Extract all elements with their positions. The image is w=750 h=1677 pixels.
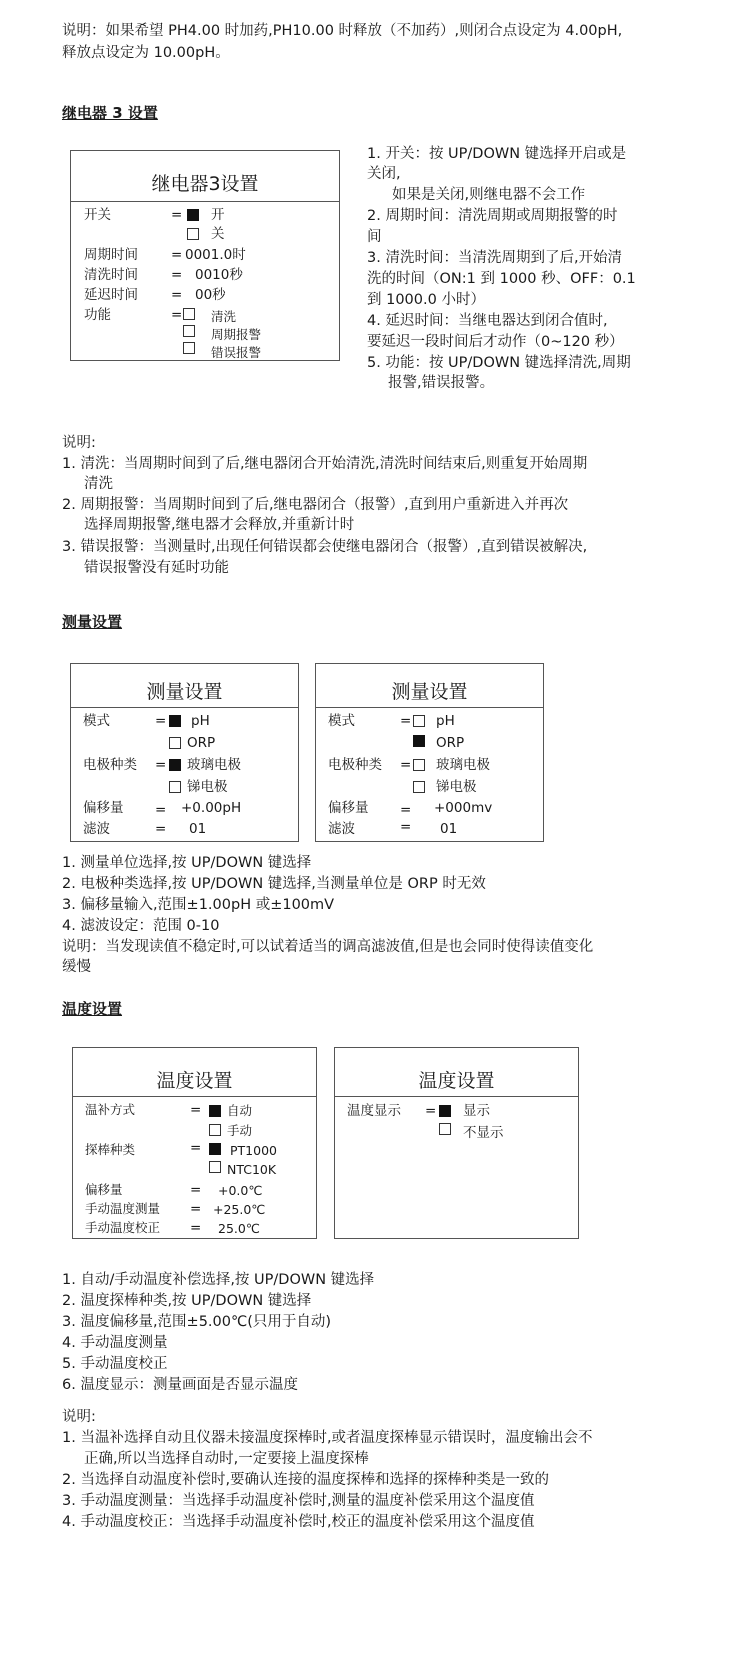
comp-manual-label: 手动 — [227, 1123, 253, 1138]
intro-line-2: 释放点设定为 10.00pH。 — [62, 45, 230, 61]
relay3-panel-title: 继电器3设置 — [151, 173, 259, 195]
offset-label: 偏移量 — [83, 800, 124, 816]
temp-heading: 温度设置 — [62, 1000, 123, 1018]
mode-label: 模式 — [328, 713, 355, 729]
panel-divider — [71, 707, 298, 708]
relay3-heading: 继电器 3 设置 — [62, 104, 158, 122]
panel-divider — [71, 201, 339, 202]
mode-ph-label: pH — [436, 713, 455, 729]
electrode-sb-checkbox[interactable] — [169, 781, 181, 793]
probe-eq: = — [190, 1140, 202, 1156]
filter-value[interactable]: 01 — [189, 821, 207, 837]
probe-label: 探棒种类 — [85, 1142, 136, 1157]
probe-pt-checkbox[interactable] — [209, 1143, 221, 1155]
relay3-explain-6: 错误报警没有延时功能 — [84, 560, 229, 576]
filter-label: 滤波 — [83, 821, 110, 837]
display-off-label: 不显示 — [463, 1125, 504, 1141]
relay3-explain-5: 3. 错误报警：当测量时,出现任何错误都会使继电器闭合（报警）,直到错误被解决, — [62, 539, 588, 555]
switch-on-label: 开 — [211, 207, 225, 223]
mode-orp-label: ORP — [436, 735, 465, 751]
measure-heading: 测量设置 — [62, 613, 123, 631]
relay3-explain-1: 1. 清洗：当周期时间到了后,继电器闭合开始清洗,清洗时间结束后,则重复开始周期 — [62, 456, 588, 472]
relay3-note-11: 5. 功能：按 UP/DOWN 键选择清洗,周期 — [367, 355, 631, 371]
relay3-panel — [70, 150, 340, 361]
relay3-note-6: 3. 清洗时间：当清洗周期到了后,开始清 — [367, 250, 623, 266]
display-off-checkbox[interactable] — [439, 1123, 451, 1135]
relay3-note-1: 1. 开关：按 UP/DOWN 键选择开启或是 — [367, 146, 627, 162]
filter-eq: = — [155, 821, 167, 837]
period-eq: = — [171, 247, 183, 263]
func-wash-checkbox[interactable] — [183, 308, 195, 320]
relay3-explain-title: 说明: — [62, 435, 96, 451]
switch-off-label: 关 — [211, 226, 225, 242]
temp-offset-label: 偏移量 — [85, 1182, 123, 1197]
offset-label: 偏移量 — [328, 800, 369, 816]
measure-panel-orp — [315, 663, 544, 842]
electrode-sb-label: 锑电极 — [187, 779, 228, 795]
temp-note-6: 6. 温度显示：测量画面是否显示温度 — [62, 1377, 298, 1393]
comp-manual-checkbox[interactable] — [209, 1124, 221, 1136]
func-eq: = — [171, 307, 183, 323]
temp-offset-value[interactable]: +0.0℃ — [218, 1183, 263, 1198]
filter-label: 滤波 — [328, 821, 355, 837]
comp-eq: = — [190, 1102, 202, 1118]
switch-off-checkbox[interactable] — [187, 228, 199, 240]
offset-value[interactable]: +000mv — [434, 800, 493, 816]
wash-eq: = — [171, 267, 183, 283]
period-label: 周期时间 — [84, 247, 138, 263]
mode-ph-checkbox[interactable] — [413, 715, 425, 727]
switch-on-checkbox[interactable] — [187, 209, 199, 221]
display-eq: = — [425, 1103, 437, 1119]
manual-meas-value[interactable]: +25.0℃ — [213, 1202, 266, 1217]
offset-eq: = — [155, 802, 167, 818]
switch-eq: = — [171, 207, 183, 223]
manual-cal-label: 手动温度校正 — [85, 1220, 161, 1235]
temp-panel-comp — [72, 1047, 317, 1239]
mode-label: 模式 — [83, 713, 110, 729]
comp-auto-checkbox[interactable] — [209, 1105, 221, 1117]
panel-divider — [73, 1096, 316, 1097]
display-label: 温度显示 — [347, 1103, 401, 1119]
measure-note-3: 3. 偏移量输入,范围±1.00pH 或±100mV — [62, 897, 335, 913]
mode-orp-label: ORP — [187, 735, 216, 751]
probe-pt-label: PT1000 — [230, 1143, 277, 1158]
temp-panel-display — [334, 1047, 579, 1239]
measure-note-6: 缓慢 — [62, 959, 91, 975]
electrode-glass-label: 玻璃电极 — [436, 757, 490, 773]
probe-ntc-checkbox[interactable] — [209, 1161, 221, 1173]
electrode-glass-label: 玻璃电极 — [187, 757, 241, 773]
delay-label: 延迟时间 — [84, 287, 138, 303]
manual-meas-label: 手动温度测量 — [85, 1201, 161, 1216]
relay3-explain-2: 清洗 — [84, 476, 113, 492]
measure-panel-ph — [70, 663, 299, 842]
probe-ntc-label: NTC10K — [227, 1162, 277, 1177]
relay3-note-3: 如果是关闭,则继电器不会工作 — [392, 187, 586, 203]
measure-panel-ph-title: 测量设置 — [146, 681, 223, 703]
temp-note-1: 1. 自动/手动温度补偿选择,按 UP/DOWN 键选择 — [62, 1272, 375, 1288]
manual-meas-eq: = — [190, 1201, 202, 1217]
offset-eq: = — [400, 802, 412, 818]
mode-orp-checkbox[interactable] — [169, 737, 181, 749]
measure-panel-orp-title: 测量设置 — [391, 681, 468, 703]
relay3-note-8: 到 1000.0 小时） — [367, 292, 485, 308]
delay-value[interactable]: 00秒 — [195, 287, 226, 303]
relay3-note-5: 间 — [367, 229, 382, 245]
period-value[interactable]: 0001.0时 — [185, 247, 246, 263]
intro-line-1: 说明：如果希望 PH4.00 时加药,PH10.00 时释放（不加药）,则闭合点设定为 4.00pH, — [62, 23, 623, 39]
relay3-note-10: 要延迟一段时间后才动作（0~120 秒） — [367, 334, 624, 350]
temp-offset-eq: = — [190, 1182, 202, 1198]
electrode-label: 电极种类 — [328, 757, 382, 773]
wash-value[interactable]: 0010秒 — [195, 267, 243, 283]
comp-auto-label: 自动 — [227, 1103, 253, 1118]
manual-cal-eq: = — [190, 1220, 202, 1236]
electrode-eq: = — [400, 757, 412, 773]
relay3-note-9: 4. 延迟时间：当继电器达到闭合值时, — [367, 313, 608, 329]
mode-ph-label: pH — [191, 713, 210, 729]
func-wash-label: 清洗 — [211, 309, 237, 324]
temp-panel-display-title: 温度设置 — [418, 1070, 495, 1092]
temp-explain-5: 4. 手动温度校正：当选择手动温度补偿时,校正的温度补偿采用这个温度值 — [62, 1514, 535, 1530]
electrode-eq: = — [155, 757, 167, 773]
offset-value[interactable]: +0.00pH — [181, 800, 242, 816]
filter-eq: = — [400, 819, 412, 835]
func-period-label: 周期报警 — [211, 327, 262, 342]
mode-eq: = — [155, 713, 167, 729]
measure-note-1: 1. 测量单位选择,按 UP/DOWN 键选择 — [62, 855, 312, 871]
temp-note-5: 5. 手动温度校正 — [62, 1356, 168, 1372]
relay3-explain-4: 选择周期报警,继电器才会释放,并重新计时 — [84, 517, 355, 533]
filter-value[interactable]: 01 — [440, 821, 458, 837]
panel-divider — [335, 1096, 578, 1097]
comp-label: 温补方式 — [85, 1102, 136, 1117]
func-period-checkbox[interactable] — [183, 325, 195, 337]
electrode-glass-checkbox[interactable] — [413, 759, 425, 771]
relay3-explain-3: 2. 周期报警：当周期时间到了后,继电器闭合（报警）,直到用户重新进入并再次 — [62, 497, 569, 513]
electrode-sb-checkbox[interactable] — [413, 781, 425, 793]
measure-note-4: 4. 滤波设定：范围 0-10 — [62, 918, 220, 934]
electrode-label: 电极种类 — [83, 757, 137, 773]
temp-explain-1: 1. 当温补选择自动且仪器未接温度探棒时,或者温度探棒显示错误时，温度输出会不 — [62, 1430, 593, 1446]
relay3-note-12: 报警,错误报警。 — [388, 375, 495, 391]
measure-note-5: 说明：当发现读值不稳定时,可以试着适当的调高滤波值,但是也会同时使得读值变化 — [62, 939, 594, 955]
relay3-note-2: 关闭, — [367, 166, 401, 182]
manual-cal-value[interactable]: 25.0℃ — [218, 1221, 260, 1236]
func-error-label: 错误报警 — [211, 345, 262, 360]
relay3-note-7: 洗的时间（ON:1 到 1000 秒、OFF：0.1 — [367, 271, 636, 287]
relay3-note-4: 2. 周期时间：清洗周期或周期报警的时 — [367, 208, 618, 224]
display-on-label: 显示 — [463, 1103, 490, 1119]
electrode-glass-checkbox[interactable] — [169, 759, 181, 771]
wash-label: 清洗时间 — [84, 267, 138, 283]
temp-note-3: 3. 温度偏移量,范围±5.00℃(只用于自动) — [62, 1314, 332, 1330]
temp-note-4: 4. 手动温度测量 — [62, 1335, 168, 1351]
temp-explain-title: 说明: — [62, 1409, 96, 1425]
delay-eq: = — [171, 287, 183, 303]
temp-explain-3: 2. 当选择自动温度补偿时,要确认连接的温度探棒和选择的探棒种类是一致的 — [62, 1472, 550, 1488]
switch-label: 开关 — [84, 207, 111, 223]
measure-note-2: 2. 电极种类选择,按 UP/DOWN 键选择,当测量单位是 ORP 时无效 — [62, 876, 486, 892]
electrode-sb-label: 锑电极 — [436, 779, 477, 795]
temp-explain-4: 3. 手动温度测量：当选择手动温度补偿时,测量的温度补偿采用这个温度值 — [62, 1493, 535, 1509]
mode-ph-checkbox[interactable] — [169, 715, 181, 727]
panel-divider — [316, 707, 543, 708]
temp-explain-2: 正确,所以当选择自动时,一定要接上温度探棒 — [84, 1451, 369, 1467]
mode-eq: = — [400, 713, 412, 729]
func-error-checkbox[interactable] — [183, 342, 195, 354]
mode-orp-checkbox[interactable] — [413, 735, 425, 747]
temp-note-2: 2. 温度探棒种类,按 UP/DOWN 键选择 — [62, 1293, 312, 1309]
display-on-checkbox[interactable] — [439, 1105, 451, 1117]
func-label: 功能 — [84, 307, 111, 323]
temp-panel-comp-title: 温度设置 — [156, 1070, 233, 1092]
